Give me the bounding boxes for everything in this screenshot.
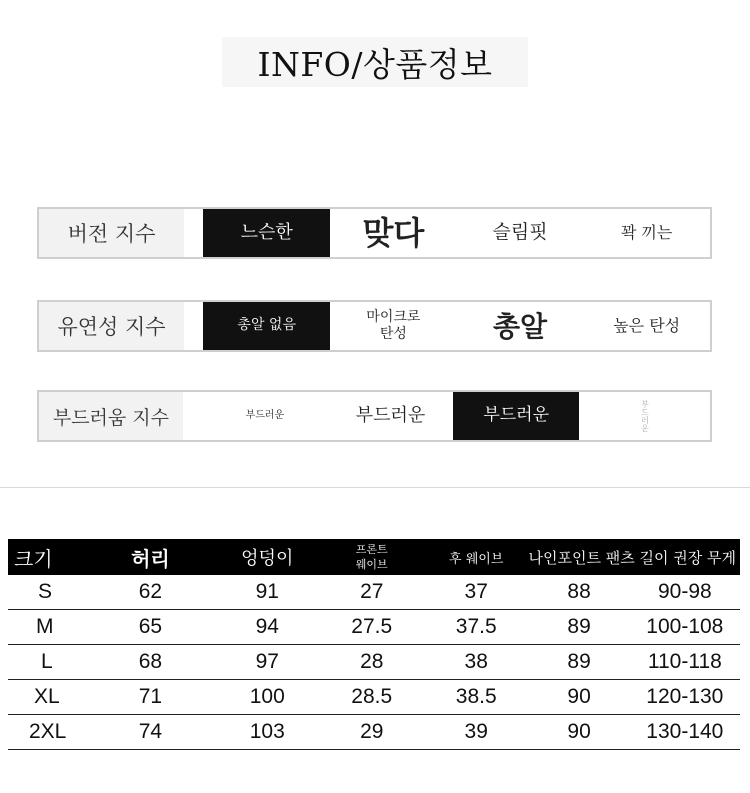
col-header-size: 크기 xyxy=(8,539,86,575)
title-banner xyxy=(222,37,528,87)
cell-size: S xyxy=(8,575,86,610)
table-row xyxy=(8,715,740,750)
cell-back-rise: 37 xyxy=(424,575,529,610)
cell-size: L xyxy=(8,645,86,680)
cell-weight: 120-130 xyxy=(630,680,740,715)
spacer xyxy=(184,302,203,350)
col-header-length: 나인포인트 팬츠 길이 xyxy=(528,548,669,567)
fit-index-scale xyxy=(37,207,712,259)
col-header-back-rise: 후 웨이브 xyxy=(424,539,529,575)
table-row xyxy=(8,575,740,610)
cell-weight: 130-140 xyxy=(630,715,740,750)
col-header-waist: 허리 xyxy=(86,539,215,575)
cell-hip: 103 xyxy=(215,715,320,750)
cell-front-rise: 27.5 xyxy=(320,610,424,645)
cell-waist: 62 xyxy=(86,575,215,610)
cell-length: 88 xyxy=(529,575,630,610)
cell-weight: 110-118 xyxy=(630,645,740,680)
cell-weight: 90-98 xyxy=(630,575,740,610)
cell-size: M xyxy=(8,610,86,645)
cell-waist: 68 xyxy=(86,645,215,680)
cell-length: 90 xyxy=(529,680,630,715)
col-header-front-rise: 프론트 웨이브 xyxy=(320,539,424,575)
col-header-length-weight xyxy=(529,539,741,575)
size-table xyxy=(8,539,740,750)
cell-weight: 100-108 xyxy=(630,610,740,645)
cell-hip: 97 xyxy=(215,645,320,680)
cell-hip: 100 xyxy=(215,680,320,715)
cell-length: 89 xyxy=(529,645,630,680)
cell-waist: 71 xyxy=(86,680,215,715)
col-header-hip: 엉덩이 xyxy=(215,539,320,575)
cell-back-rise: 37.5 xyxy=(424,610,529,645)
cell-front-rise: 28.5 xyxy=(320,680,424,715)
cell-waist: 74 xyxy=(86,715,215,750)
cell-front-rise: 27 xyxy=(320,575,424,610)
size-table-header xyxy=(8,539,740,575)
page-title: INFO/상품정보 xyxy=(257,44,493,84)
fit-option-slim: 슬림핏 xyxy=(492,221,548,244)
softness-option-4: 부드러운 xyxy=(640,400,650,432)
spacer xyxy=(183,392,202,440)
cell-front-rise: 28 xyxy=(320,645,424,680)
elasticity-option-micro: 마이크로 탄성 xyxy=(366,308,421,342)
softness-index-scale xyxy=(37,390,712,442)
cell-length: 89 xyxy=(529,610,630,645)
elasticity-index-scale xyxy=(37,300,712,352)
cell-size: 2XL xyxy=(8,715,86,750)
table-row xyxy=(8,610,740,645)
cell-back-rise: 38 xyxy=(424,645,529,680)
elasticity-index-label: 유연성 지수 xyxy=(39,302,184,350)
spacer xyxy=(184,209,203,257)
cell-back-rise: 38.5 xyxy=(424,680,529,715)
elasticity-option-regular: 총알 xyxy=(492,309,548,343)
cell-hip: 94 xyxy=(215,610,320,645)
col-header-weight: 권장 무게 xyxy=(673,548,736,567)
fit-index-label: 버전 지수 xyxy=(39,209,184,257)
softness-index-label: 부드러움 지수 xyxy=(39,392,183,440)
elasticity-option-high: 높은 탄성 xyxy=(613,316,681,335)
cell-length: 90 xyxy=(529,715,630,750)
section-divider xyxy=(0,487,750,488)
elasticity-option-none: 총알 없음 xyxy=(203,302,330,350)
fit-option-tight: 꽉 끼는 xyxy=(620,223,673,242)
table-row xyxy=(8,680,740,715)
softness-option-2: 부드러운 xyxy=(355,404,426,426)
cell-waist: 65 xyxy=(86,610,215,645)
cell-hip: 91 xyxy=(215,575,320,610)
cell-size: XL xyxy=(8,680,86,715)
cell-back-rise: 39 xyxy=(424,715,529,750)
softness-option-1: 부드러운 xyxy=(245,409,285,421)
fit-option-regular: 맞다 xyxy=(362,214,425,252)
cell-front-rise: 29 xyxy=(320,715,424,750)
fit-option-loose: 느슨한 xyxy=(203,209,330,257)
softness-option-3: 부드러운 xyxy=(453,392,579,440)
table-row xyxy=(8,645,740,680)
